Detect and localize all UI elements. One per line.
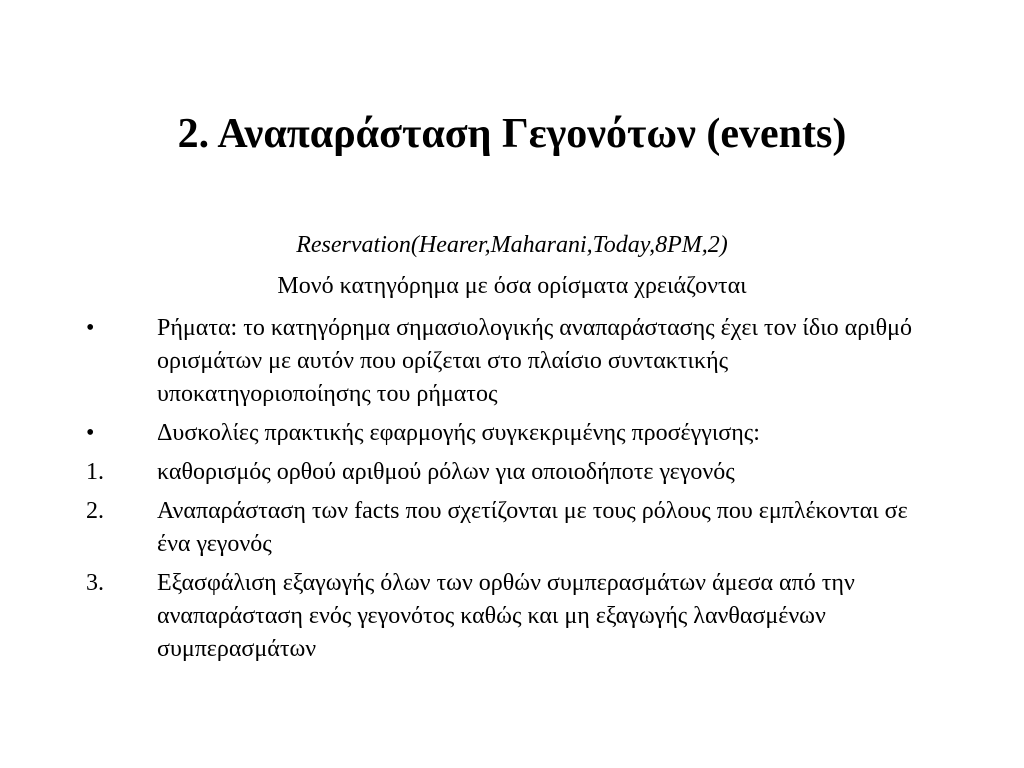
list-item bbox=[0, 312, 947, 411]
number-marker: 1. bbox=[86, 459, 104, 485]
bullet-marker: • bbox=[86, 315, 95, 341]
predicate-example: Reservation(Hearer,Maharani,Today,8PM,2) bbox=[296, 232, 728, 258]
number-marker: 2. bbox=[86, 498, 104, 524]
list-item-text: Δυσκολίες πρακτικής εφαρμογής συγκεκριμένης προσέγγισης: bbox=[157, 420, 760, 446]
list-item-text: Αναπαράσταση των facts που σχετίζονται με τους ρόλους που εμπλέκονται σε ένα γεγονός bbox=[157, 498, 908, 557]
list-item-text: Ρήματα: το κατηγόρημα σημασιολογικής αναπαράστασης έχει τον ίδιο αριθμό ορισμάτων με αυτόν που ορίζεται στο πλαίσιο συντακτικής υποκατηγοριοποίησης του ρήματος bbox=[157, 315, 913, 407]
list-item bbox=[0, 417, 947, 450]
slide-subtitle: Μονό κατηγόρημα με όσα ορίσματα χρειάζονται bbox=[277, 273, 747, 299]
bullet-marker: • bbox=[86, 420, 95, 446]
list-item bbox=[0, 495, 947, 561]
number-marker: 3. bbox=[86, 570, 104, 596]
list-item bbox=[0, 567, 947, 666]
list-item-text: καθορισμός ορθού αριθμού ρόλων για οποιοδήποτε γεγονός bbox=[157, 459, 735, 485]
bullet-list bbox=[0, 312, 1024, 672]
slide-title: 2. Αναπαράσταση Γεγονότων (events) bbox=[177, 111, 847, 157]
list-item bbox=[0, 456, 947, 489]
list-item-text: Εξασφάλιση εξαγωγής όλων των ορθών συμπερασμάτων άμεσα από την αναπαράσταση ενός γεγονότος καθώς και μη εξαγωγής λανθασμένων συμπερασμάτων bbox=[157, 570, 855, 662]
